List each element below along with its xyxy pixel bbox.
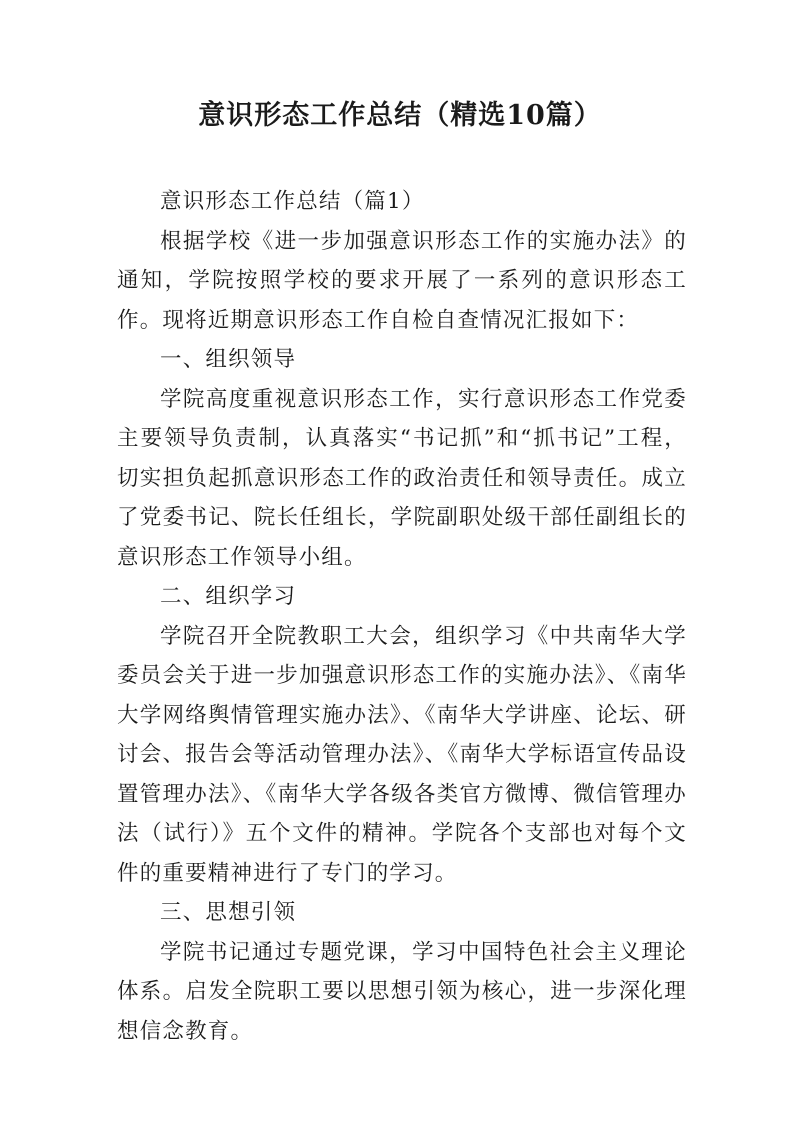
- document-body: [117, 182, 687, 1051]
- section-heading: 一、组织领导: [160, 347, 297, 372]
- paragraph: 学院召开全院教职工大会，组织学习《中共南华大学委员会关于进一步加强意识形态工作的实施办法》、《南华大学网络舆情管理实施办法》、《南华大学讲座、论坛、研讨会、报告会等活动管理办法》、《南华大学标语宣传品设置管理办法》、《南华大学各级各类官方微博、微信管理办法（试行）》五个文件的精神。学院各个支部也对每个文件的重要精神进行了专门的学习。: [117, 623, 687, 886]
- paragraph: 学院高度重视意识形态工作，实行意识形态工作党委主要领导负责制，认真落实“书记抓”和“抓书记”工程，切实担负起抓意识形态工作的政治责任和领导责任。成立了党委书记、院长任组长，学院副职处级干部任副组长的意识形态工作领导小组。: [117, 386, 687, 570]
- section-title: 意识形态工作总结（篇1）: [160, 189, 425, 214]
- document-title: 意识形态工作总结（精选10篇）: [198, 100, 602, 131]
- section-heading: 三、思想引领: [160, 900, 297, 925]
- section-heading: 二、组织学习: [160, 584, 297, 609]
- paragraph: 学院书记通过专题党课，学习中国特色社会主义理论体系。启发全院职工要以思想引领为核心，进一步深化理想信念教育。: [117, 939, 687, 1044]
- paragraph: 根据学校《进一步加强意识形态工作的实施办法》的通知，学院按照学校的要求开展了一系列的意识形态工作。现将近期意识形态工作自检自查情况汇报如下：: [117, 228, 687, 333]
